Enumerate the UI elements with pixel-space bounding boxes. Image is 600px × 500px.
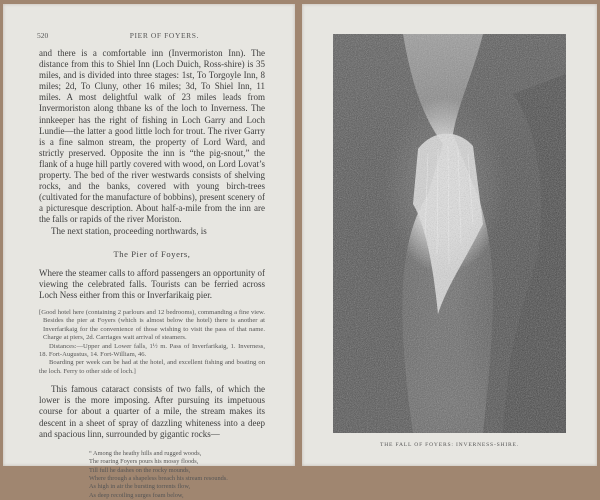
waterfall-engraving <box>333 34 566 433</box>
right-page <box>302 4 597 466</box>
poem-line: As high in air the bursting torrents flow, <box>89 483 191 491</box>
paragraph-cataract: This famous cataract consists of two falls, of which the lower is the more imposing. After pursuing its impetuous course for about a quarter of a mile, the stream makes its descent in a sheet of spray of dazzling whiteness into a deep and spacious linn, surrounded by gigantic rocks— <box>39 384 265 439</box>
page-number: 520 <box>37 31 49 40</box>
page-body <box>39 48 265 500</box>
note-distances: Distances:—Upper and Lower falls, 1½ m. Pass of Inverfarikaig, 1. Inverness, 18. Fort-Augustus, 14. Fort-William, 46. <box>39 342 265 358</box>
poem-line: Where through a shapeless breach his stream resounds. <box>89 474 228 482</box>
poem-line: Till full he dashes on the rocky mounds, <box>89 466 191 474</box>
paragraph-next-station: The next station, proceeding northwards, is <box>51 225 207 236</box>
poem-line: “ Among the heathy hills and rugged woods, <box>89 449 202 457</box>
note-boarding: Boarding per week can be had at the hotel, and excellent fishing and boating on the loch. Ferry to other side of loch.] <box>39 359 265 375</box>
running-title: PIER OF FOYERS. <box>129 31 199 40</box>
running-head <box>37 31 269 40</box>
section-heading: The Pier of Foyers, <box>113 248 191 259</box>
paragraph-pier-intro: Where the steamer calls to afford passengers an opportunity of viewing the celebrated falls. Tourists can be ferried across Loch Ness either from this or Inverfarikaig pier. <box>39 267 265 300</box>
note-hotel: [Good hotel here (containing 2 parlours and 12 bedrooms), commanding a fine view. Besides the pier at Foyers (which is almost below the hotel) there is another at Inverfarikaig for the convenience of those wishing to visit the pass of that name. Charge at piers, 2d. Carriages wait arrival of steamers. <box>39 308 265 342</box>
illustration-caption: THE FALL OF FOYERS: INVERNESS-SHIRE. <box>380 442 519 448</box>
left-page <box>3 4 295 499</box>
poem-line: As deep recoiling surges foam below, <box>89 491 184 499</box>
paragraph-invermoriston: and there is a comfortable inn (Invermoriston Inn). The distance from this to Shiel Inn (Loch Duich, Ross-shire) is 35 miles, and is divided into three stages: 1st, To Torgoyle Inn, 8 miles; 2d, To Cluny, other 16 miles; 3d, To Shiel Inn, 11 miles. A most delightful walk of 23 miles leads from Invermoriston along thbane ks of the loch to Inverness. The innkeeper has the right of fishing in Loch Garry and Loch Lundie—the latter a good little loch for trout. The river Garry is a fine salmon stream, the property of Lord Ward, and strictly preserved. Opposite the inn is “the pig-snout,” the flank of a huge hill partly covered with wood, on Lord Lovat’s property. The bed of the river westwards consists of shelving rocks, and the banks, covered with young birch-trees (cultivated for the manufacture of bobbins), present scenery of a picturesque description. About half-a-mile from the inn are the falls or rapids of the river Moriston. <box>39 48 265 225</box>
hotel-note <box>39 309 265 376</box>
poem-quote <box>89 450 265 500</box>
waterfall-illustration-icon <box>333 34 566 433</box>
poem-line: The roaring Foyers pours his mossy floods, <box>89 458 199 466</box>
